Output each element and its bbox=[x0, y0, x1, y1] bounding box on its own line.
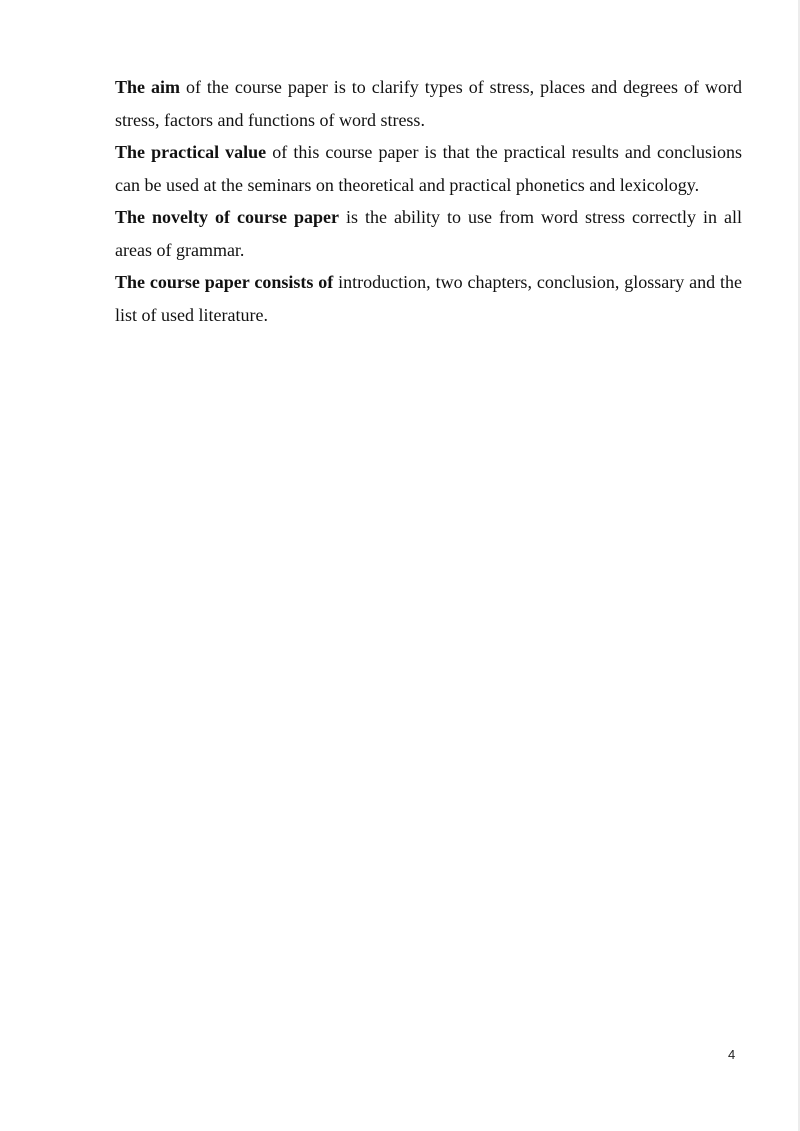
paragraph-novelty-text: is the ability to use from word stress correctly in all areas of grammar. bbox=[115, 207, 743, 260]
paragraph-novelty bbox=[115, 201, 742, 266]
paragraph-aim bbox=[115, 71, 742, 136]
paragraph-structure-lead: The course paper consists of bbox=[115, 272, 334, 292]
paragraph-practical-value-lead: The practical value bbox=[115, 142, 267, 162]
paragraph-structure-text: introduction, two chapters, conclusion, glossary and the list of used literature. bbox=[115, 272, 742, 325]
paragraph-practical-value-text: of this course paper is that the practical results and conclusions can be used at the seminars on theoretical and practical phonetics and lexicology. bbox=[115, 142, 743, 195]
page-number: 4 bbox=[728, 1047, 736, 1062]
paragraph-aim-text: of the course paper is to clarify types of stress, places and degrees of word stress, factors and functions of word stress. bbox=[115, 77, 742, 130]
body-text bbox=[115, 71, 742, 331]
paragraph-novelty-lead: The novelty of course paper bbox=[115, 207, 340, 227]
paragraph-structure bbox=[115, 266, 742, 331]
paragraph-practical-value bbox=[115, 136, 742, 201]
paragraph-aim-lead: The aim bbox=[115, 77, 180, 97]
